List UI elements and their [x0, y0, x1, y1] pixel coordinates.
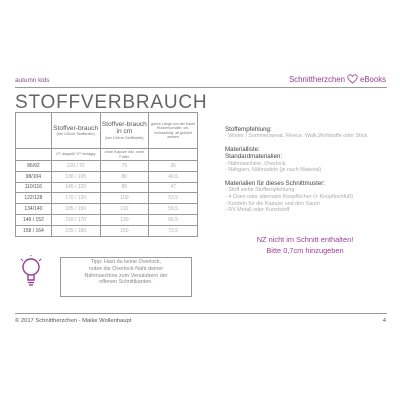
list-item: - 4 Ösen oder alternativ Knopflöcher (+ Knopflochfuß)	[225, 194, 354, 200]
lightbulb-icon	[20, 255, 42, 289]
header-divider	[15, 87, 387, 88]
size-cell: 122/128	[16, 193, 52, 204]
table-row	[16, 182, 198, 193]
footer-divider	[15, 313, 387, 314]
table-cell: 145 / 120	[51, 182, 100, 193]
size-cell: 98/104	[16, 171, 52, 182]
size-cell: 134/140	[16, 204, 52, 215]
tip-line: Nähmaschine zum Versäubern der	[84, 272, 168, 279]
table-cell: 66,5	[149, 214, 198, 225]
table-cell: VT doppelt/ VT einlagig	[51, 149, 100, 161]
table-cell: 40,5	[149, 171, 198, 182]
table-cell: 130	[100, 214, 149, 225]
table-cell: ohne Kapuze inkl. ohne Futter	[100, 149, 149, 161]
seam-allowance-notice	[225, 235, 385, 256]
fabric-text: - Winter / Sommersweat, Fleece, Walk,Wollstoffe oder Stick	[225, 133, 368, 140]
brand-name-part1: Schnittherzchen	[289, 74, 345, 84]
table-subheader-row	[16, 149, 198, 161]
tip-line: offenen Schnittkanten.	[99, 279, 153, 286]
table-header-size	[16, 113, 52, 149]
tip-box	[60, 257, 192, 297]
table-cell: 36	[149, 161, 198, 172]
size-cell: 110/116	[16, 182, 52, 193]
size-cell: 86/92	[16, 161, 52, 172]
table-cell	[149, 149, 198, 161]
size-cell: 158 / 164	[16, 225, 52, 236]
table-row	[16, 225, 198, 236]
table-row	[16, 171, 198, 182]
table-cell: 185 / 150	[51, 204, 100, 215]
tip-line: Tipp: Hast du keine Overlock,	[90, 259, 162, 265]
notice-line: NZ nicht im Schnitt enthalten!	[256, 235, 354, 244]
table-cell: 170 / 130	[51, 193, 100, 204]
list-item: - Nähgarn, Nähnadeln (je nach Material)	[225, 167, 322, 174]
table-cell: 85	[100, 182, 149, 193]
table-cell: 150	[100, 225, 149, 236]
table-cell: 130 / 105	[51, 171, 100, 182]
table-header-consumption: Stoffver-brauch (bei 140cm Stoffbreite)	[51, 113, 100, 149]
table-cell: 100	[100, 193, 149, 204]
table-header-length: ganze Länge von der Kante Rückenschulter, cm, incluszeinfg. alt gekürzt werden	[149, 113, 198, 149]
page-number: 4	[382, 318, 386, 324]
brand-name-part2: eBooks	[359, 74, 386, 84]
table-header-row	[16, 113, 198, 149]
table-cell: 53,5	[149, 193, 198, 204]
table-cell	[16, 149, 52, 161]
table-cell: 210 / 170	[51, 214, 100, 225]
table-cell: 75	[100, 161, 149, 172]
copyright-text: © 2017 Schnittherzchen - Maike Wollenhaupt	[15, 318, 132, 324]
list-item: - Kordeln für die Kapuze und den Saum	[225, 200, 320, 207]
page-title: STOFFVERBRAUCH	[15, 92, 208, 113]
table-cell: 110	[100, 204, 149, 215]
list-item: - Stoff siehe Stoffempfehlung	[225, 187, 295, 194]
table-row	[16, 214, 198, 225]
pattern-materials-heading: Materialien für dieses Schnittmuster:	[225, 180, 326, 187]
list-item: - RV Metall oder Kunststoff	[225, 207, 290, 214]
tip-line: nutze die Overlock-Naht deiner	[88, 265, 164, 272]
fabric-heading: Stoffempfehlung:	[225, 126, 272, 133]
table-cell: 47	[149, 182, 198, 193]
table-cell: 59,5	[149, 204, 198, 215]
table-header-consumption-cm: Stoffver-brauch in cm (bei 140cm Stoffbreite)	[100, 113, 149, 149]
table-cell: 80	[100, 171, 149, 182]
table-row	[16, 161, 198, 172]
heart-icon	[347, 74, 358, 84]
list-item: - Nähmaschine, Overlock	[225, 160, 286, 167]
table-row	[16, 193, 198, 204]
table-cell: 235 / 180	[51, 225, 100, 236]
notice-line: Bitte 0,7cm hinzugeben	[266, 245, 344, 255]
collection-label: autumn kids	[15, 77, 50, 84]
fabric-consumption-table	[15, 112, 198, 237]
brand-logo	[289, 74, 386, 84]
materials-column	[225, 126, 390, 214]
standard-materials-heading: Standardmaterialien:	[225, 153, 283, 161]
table-cell: 120 / 70	[51, 161, 100, 172]
table-row	[16, 204, 198, 215]
materials-heading: Materialliste:	[225, 146, 260, 153]
size-cell: 146 / 152	[16, 214, 52, 225]
table-cell: 73,5	[149, 225, 198, 236]
